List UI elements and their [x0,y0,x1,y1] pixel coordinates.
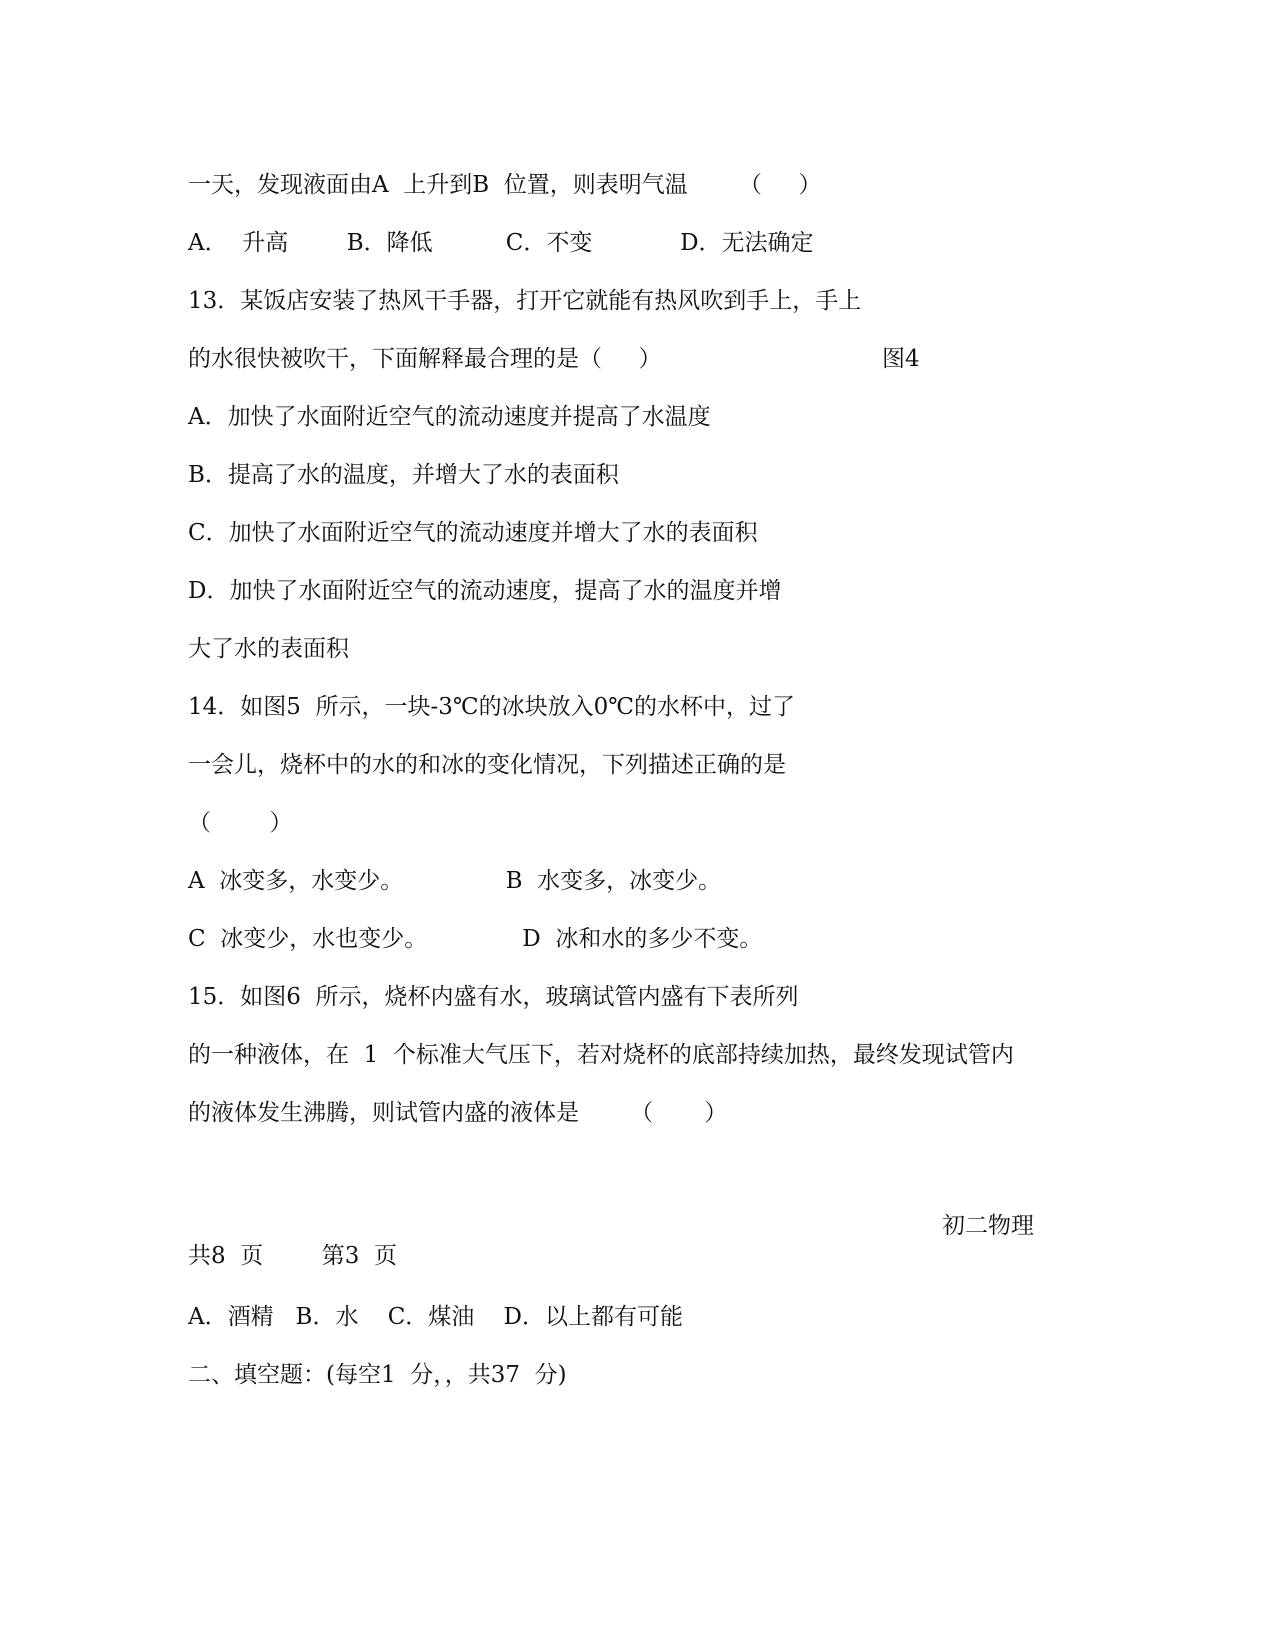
question-15-stem: 15．如图6 所示，烧杯内盛有水，玻璃试管内盛有下表所列 [188,984,799,1010]
question-12-stem-continued: 一天，发现液面由A 上升到B 位置，则表明气温 （ ） [188,172,822,198]
footer-subject: 初二物理 [942,1213,1034,1239]
question-14-options-ab: A 冰变多，水变少。 B 水变多，冰变少。 [188,868,722,894]
question-13-stem: 13．某饭店安装了热风干手器，打开它就能有热风吹到手上，手上 [188,288,862,314]
question-13-option-a: A．加快了水面附近空气的流动速度并提高了水温度 [188,404,711,430]
question-13-stem-continued: 的水很快被吹干，下面解释最合理的是（ ） [188,346,662,372]
footer-page-number: 共8 页 第3 页 [188,1243,397,1269]
question-14-stem: 14．如图5 所示，一块-3℃的冰块放入0℃的水杯中，过了 [188,694,796,720]
question-13-option-c: C．加快了水面附近空气的流动速度并增大了水的表面积 [188,520,758,546]
question-13-option-d-continued: 大了水的表面积 [188,636,349,662]
question-15-options: A．酒精 B．水 C．煤油 D．以上都有可能 [188,1304,683,1330]
question-14-answer-bracket: （ ） [188,810,293,836]
question-13-option-b: B．提高了水的温度，并增大了水的表面积 [188,462,619,488]
figure-4-label: 图4 [882,346,920,372]
question-14-stem-continued: 一会儿，烧杯中的水的和冰的变化情况，下列描述正确的是 [188,752,786,778]
section-2-heading: 二、填空题：(每空1 分，，共37 分) [188,1362,567,1388]
question-13-option-d: D．加快了水面附近空气的流动速度，提高了水的温度并增 [188,578,782,604]
question-15-stem-continued: 的一种液体，在 1 个标准大气压下，若对烧杯的底部持续加热，最终发现试管内 [188,1042,1014,1068]
question-15-stem-end: 的液体发生沸腾，则试管内盛的液体是 （ ） [188,1100,728,1126]
question-14-options-cd: C 冰变少，水也变少。 D 冰和水的多少不变。 [188,926,763,952]
question-12-options: A． 升高 B．降低 C．不变 D．无法确定 [188,230,814,256]
